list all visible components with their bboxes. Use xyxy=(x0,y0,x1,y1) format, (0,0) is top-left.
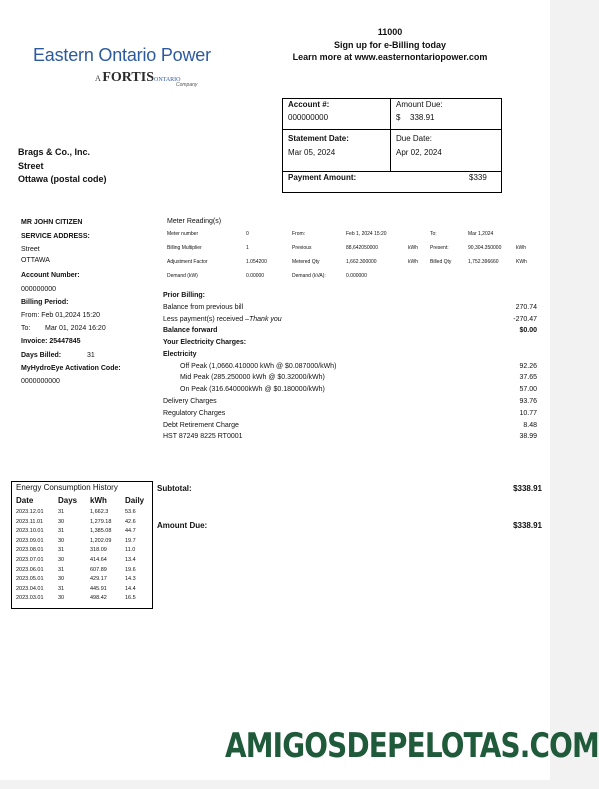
less-payment-value: -270.47 xyxy=(513,316,537,323)
amount-due-value: 338.91 xyxy=(410,113,435,122)
history-kwh: 429.17 xyxy=(90,576,107,583)
box-divider-v xyxy=(390,99,391,171)
billed-qty-label: Billed Qty xyxy=(430,259,452,265)
demand-kw-value: 0.00000 xyxy=(246,273,265,279)
history-title: Energy Consumption History xyxy=(16,483,118,492)
history-date: 2023.03.01 xyxy=(16,595,44,602)
due-date-value: Apr 02, 2024 xyxy=(396,148,442,157)
history-date: 2023.04.01 xyxy=(16,585,44,592)
delivery-value: 93.76 xyxy=(519,398,537,405)
thank-you-text: Thank you xyxy=(248,316,282,323)
account-number-label: Account Number: xyxy=(21,272,80,279)
table-row xyxy=(12,567,152,576)
box-divider-h2 xyxy=(283,171,501,172)
company-logo-name: Eastern Ontario Power xyxy=(33,45,211,65)
history-kwh: 414.64 xyxy=(90,557,107,563)
previous-unit: kWh xyxy=(408,245,418,251)
subtotal-value: $338.91 xyxy=(513,484,542,493)
meter-to-label: To: xyxy=(430,231,437,237)
amount-due-total-label: Amount Due: xyxy=(157,521,208,530)
table-row xyxy=(12,509,152,518)
history-days: 31 xyxy=(58,509,65,515)
table-row xyxy=(12,595,152,604)
logo-suffix: ONTARIO xyxy=(153,77,181,83)
billing-multiplier-label: Billing Multiplier xyxy=(167,245,202,251)
hst-value: 38.99 xyxy=(519,433,537,440)
service-street: Street xyxy=(21,246,40,253)
billed-qty-value: 1,752.396660 xyxy=(468,259,499,265)
previous-value: 88,642050000 xyxy=(346,245,378,251)
history-daily: 16.5 xyxy=(125,595,136,602)
prior-billing-label: Prior Billing: xyxy=(163,292,205,299)
debt-retirement-label: Debt Retirement Charge xyxy=(163,422,239,429)
history-kwh: 1,279.18 xyxy=(90,518,112,525)
previous-label: Previous xyxy=(292,245,312,251)
mailing-city: Ottawa (postal code) xyxy=(18,174,107,184)
your-charges-label: Your Electricity Charges: xyxy=(163,339,247,346)
activation-code: 0000000000 xyxy=(21,378,60,385)
billing-period-label: Billing Period: xyxy=(21,299,69,306)
history-date: 2023.10.01 xyxy=(16,528,44,535)
due-date-label: Due Date: xyxy=(396,134,433,143)
table-row xyxy=(12,538,152,547)
table-row xyxy=(12,519,152,528)
meter-to-value: Mar 1,2024 xyxy=(468,231,494,237)
off-peak-value: 92.26 xyxy=(519,363,537,370)
statement-date-value: Mar 05, 2024 xyxy=(288,148,336,157)
balance-forward-label: Balance forward xyxy=(163,327,218,334)
table-row xyxy=(12,586,152,595)
billing-from: From: Feb 01,2024 15:20 xyxy=(21,312,100,319)
history-date: 2023.12.01 xyxy=(16,509,44,515)
account-label: Account #: xyxy=(288,100,330,109)
present-label: Present: xyxy=(430,245,449,251)
metered-qty-value: 1,662.300000 xyxy=(346,259,377,265)
history-date: 2023.11.01 xyxy=(16,518,44,525)
history-date: 2023.08.01 xyxy=(16,547,44,554)
regulatory-label: Regulatory Charges xyxy=(163,410,226,417)
history-days: 31 xyxy=(58,528,65,535)
history-daily: 11.0 xyxy=(125,547,136,554)
adjustment-factor-value: 1.054200 xyxy=(246,259,267,265)
billed-qty-unit: KWh xyxy=(516,259,527,265)
account-number: 000000000 xyxy=(21,286,57,293)
history-days: 31 xyxy=(58,547,65,554)
present-unit: kWh xyxy=(516,245,526,251)
amount-due-label: Amount Due: xyxy=(396,100,443,109)
history-days: 31 xyxy=(58,566,65,573)
customer-name: MR JOHN CITIZEN xyxy=(21,219,83,226)
less-payment-text: Less payment(s) received – xyxy=(163,316,249,323)
history-header-days: Days xyxy=(58,496,78,505)
table-row xyxy=(12,528,152,537)
present-value: 90,304.350000 xyxy=(468,245,502,251)
history-header-daily: Daily xyxy=(125,496,145,505)
metered-qty-unit: kWh xyxy=(408,259,418,265)
mailing-street: Street xyxy=(18,161,44,171)
billing-multiplier-value: 1 xyxy=(246,245,249,251)
hst-label: HST 87249 8225 RT0001 xyxy=(163,433,243,440)
adjustment-factor-label: Adjustment Factor xyxy=(167,259,208,265)
consumption-history-box xyxy=(11,481,153,609)
logo-fortis: FORTIS xyxy=(102,70,154,85)
history-daily: 42.6 xyxy=(125,518,136,525)
history-kwh: 318.09 xyxy=(90,547,107,554)
table-row xyxy=(12,547,152,556)
logo-prefix: A xyxy=(95,74,101,83)
header-website: Learn more at www.easternontariopower.com xyxy=(292,52,488,62)
demand-kw-label: Demand (kW) xyxy=(167,273,198,279)
meter-from-value: Feb 1, 2024 15:20 xyxy=(346,231,387,237)
history-days: 30 xyxy=(58,595,65,602)
history-days: 30 xyxy=(58,537,65,544)
regulatory-value: 10.77 xyxy=(519,410,537,417)
days-billed-label: Days Billed: xyxy=(21,352,62,359)
history-days: 30 xyxy=(58,518,65,525)
history-header-kwh: kWh xyxy=(90,496,107,505)
billing-to-value: Mar 01, 2024 16:20 xyxy=(45,325,106,332)
meter-from-label: From: xyxy=(292,231,306,237)
delivery-label: Delivery Charges xyxy=(163,398,217,405)
box-divider-h1 xyxy=(283,129,501,130)
account-box xyxy=(282,98,502,193)
invoice-number: Invoice: 25447845 xyxy=(21,338,81,345)
debt-retirement-value: 8.48 xyxy=(523,422,537,429)
meter-number-value: 0 xyxy=(246,231,249,237)
logo-company: Company xyxy=(176,82,198,88)
history-kwh: 1,662.3 xyxy=(90,509,109,515)
statement-date-label: Statement Date: xyxy=(288,134,349,143)
off-peak-label: Off Peak (1,0660.410000 kWh @ $0.087000/kWh) xyxy=(180,363,337,370)
less-payment-label xyxy=(163,316,282,323)
watermark-text: AMIGOSDEPELOTAS.COM xyxy=(225,726,599,766)
history-kwh: 1,202.09 xyxy=(90,537,112,544)
history-daily: 14.4 xyxy=(125,585,136,592)
history-kwh: 445.91 xyxy=(90,585,107,592)
history-daily: 14.3 xyxy=(125,576,136,583)
demand-kva-value: 0.000000 xyxy=(346,273,367,279)
mid-peak-value: 37.65 xyxy=(519,374,537,381)
demand-kva-label: Demand (kVA): xyxy=(292,273,326,279)
history-daily: 19.7 xyxy=(125,537,136,544)
subtotal-label: Subtotal: xyxy=(157,484,192,493)
table-row xyxy=(12,576,152,585)
mid-peak-label: Mid Peak (285.250000 kWh @ $0.32000/kWh) xyxy=(180,374,325,381)
table-row xyxy=(12,557,152,566)
activation-label: MyHydroEye Activation Code: xyxy=(21,365,121,372)
metered-qty-label: Metered Qty xyxy=(292,259,320,265)
history-date: 2023.06.01 xyxy=(16,566,44,573)
fortis-logo xyxy=(95,70,181,86)
payment-amount-value: $339 xyxy=(469,173,487,182)
header-code: 11000 xyxy=(377,27,403,37)
mailing-name: Brags & Co., Inc. xyxy=(18,147,91,157)
amount-due-currency: $ xyxy=(396,113,401,122)
days-billed-value: 31 xyxy=(87,352,95,359)
history-kwh: 1,385.08 xyxy=(90,528,112,535)
on-peak-label: On Peak (316.640000kWh @ $0.180000/kWh) xyxy=(180,386,325,393)
history-kwh: 498.42 xyxy=(90,595,107,602)
history-date: 2023.09.01 xyxy=(16,537,44,544)
history-daily: 44.7 xyxy=(125,528,136,535)
billing-to-label: To: xyxy=(21,325,31,332)
history-daily: 13.4 xyxy=(125,557,136,563)
on-peak-value: 57.00 xyxy=(519,386,537,393)
history-daily: 19.6 xyxy=(125,566,136,573)
service-address-label: SERVICE ADDRESS: xyxy=(21,233,90,240)
history-date: 2023.07.01 xyxy=(16,557,44,563)
electricity-label: Electricity xyxy=(163,351,197,358)
account-value: 000000000 xyxy=(288,113,329,122)
amount-due-total-value: $338.91 xyxy=(513,521,542,530)
history-days: 30 xyxy=(58,576,65,583)
service-city: OTTAWA xyxy=(21,257,50,264)
balance-prev-label: Balance from previous bill xyxy=(163,304,244,311)
history-header-date: Date xyxy=(16,496,34,505)
history-days: 30 xyxy=(58,557,65,563)
balance-prev-value: 270.74 xyxy=(515,304,537,311)
balance-forward-value: $0.00 xyxy=(519,327,537,334)
meter-title: Meter Reading(s) xyxy=(167,218,222,225)
meter-number-label: Meter number xyxy=(167,231,199,237)
header-ebilling: Sign up for e-Billing today xyxy=(334,40,446,50)
history-daily: 53.6 xyxy=(125,509,136,515)
history-kwh: 607.89 xyxy=(90,566,107,573)
payment-amount-label: Payment Amount: xyxy=(288,173,357,182)
history-rows xyxy=(12,509,152,607)
history-days: 31 xyxy=(58,585,65,592)
history-date: 2023.05.01 xyxy=(16,576,44,583)
